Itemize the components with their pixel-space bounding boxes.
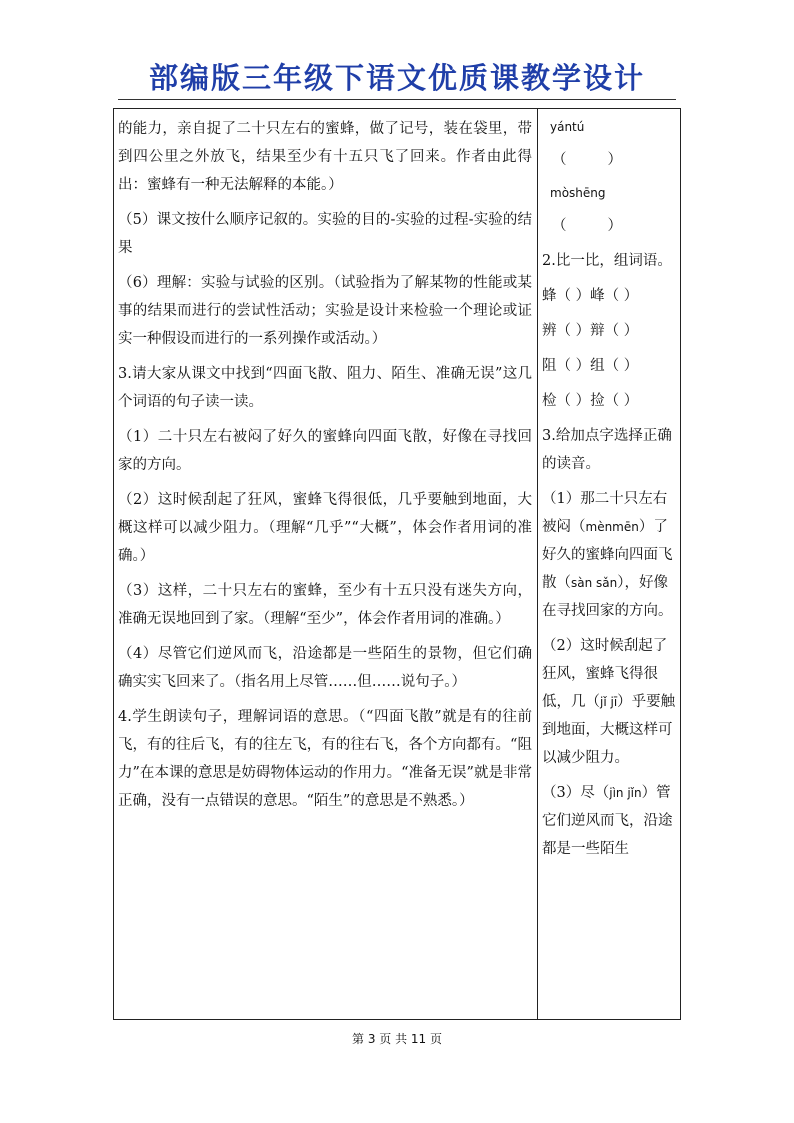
paragraph: （5）课文按什么顺序记叙的。实验的目的-实验的过程-实验的结果 <box>118 212 532 256</box>
pinyin-option: jǐ jī <box>600 695 618 709</box>
paragraph: （6）理解：实验与试验的区别。（试验指为了解某物的性能或某事的结果而进行的尝试性活动；实验是设计来检验一个理论或证实一种假设而进行的一系列操作或活动。） <box>118 275 532 347</box>
word-pair: 阻（ ）组（ ） <box>542 358 639 374</box>
paragraph: （2）这时候刮起了狂风，蜜蜂飞得很低，几乎要触到地面，大概这样可以减少阻力。（理解“几乎”“大概”，体会作者用词的准确。） <box>118 492 532 564</box>
lesson-table <box>113 108 681 1020</box>
pinyin-prompt: yántú <box>550 120 585 134</box>
teaching-process-column <box>118 115 532 822</box>
column-divider <box>537 109 538 1019</box>
page-title: 部编版三年级下语文优质课教学设计 <box>148 61 645 95</box>
answer-blank: （ ） <box>552 218 626 234</box>
exercise-question: 2.比一比，组词语。 <box>542 253 672 269</box>
exercise-column <box>542 115 678 870</box>
pinyin-option: mènmēn <box>585 520 639 534</box>
exercise-question: 3.给加点字选择正确的读音。 <box>542 428 672 472</box>
paragraph: 4.学生朗读句子，理解词语的意思。（“四面飞散”就是有的往前飞，有的往后飞，有的往左飞，有的往右飞，各个方向都有。“阻力”在本课的意思是妨碍物体运动的作用力。“准备无误”就是非常正确，没有一点错误的意思。“陌生”的意思是不熟悉。） <box>118 709 532 809</box>
pinyin-option: jìn jǐn <box>609 786 642 800</box>
exercise-sentence: （2）这时候刮起了狂风，蜜蜂飞得很低，几（jǐ jī）乎要触到地面，大概这样可以减少阻力。 <box>542 638 676 766</box>
word-pair: 辨（ ）辩（ ） <box>542 323 639 339</box>
header-divider <box>118 99 676 100</box>
answer-blank: （ ） <box>552 152 626 168</box>
pinyin-prompt: mòshēng <box>550 186 606 200</box>
paragraph: （1）二十只左右被闷了好久的蜜蜂向四面飞散，好像在寻找回家的方向。 <box>118 429 532 473</box>
page-number: 第 3 页 共 11 页 <box>352 1032 442 1046</box>
paragraph: 3.请大家从课文中找到“四面飞散、阻力、陌生、准确无误”这几个词语的句子读一读。 <box>118 366 532 410</box>
paragraph: （4）尽管它们逆风而飞，沿途都是一些陌生的景物，但它们确确实实飞回来了。（指名用上尽管……但……说句子。） <box>118 646 532 690</box>
pinyin-option: sàn sǎn <box>571 576 618 590</box>
word-pair: 蜂（ ）峰（ ） <box>542 288 639 304</box>
paragraph: （3）这样，二十只左右的蜜蜂，至少有十五只没有迷失方向，准确无误地回到了家。（理解“至少”，体会作者用词的准确。） <box>118 583 532 627</box>
exercise-sentence: （3）尽（jìn jǐn）管它们逆风而飞，沿途都是一些陌生 <box>542 785 673 857</box>
paragraph: 的能力，亲自捉了二十只左右的蜜蜂，做了记号，装在袋里，带到四公里之外放飞，结果至少有十五只飞了回来。作者由此得出：蜜蜂有一种无法解释的本能。） <box>118 121 532 193</box>
exercise-sentence: （1）那二十只左右被闷（mènmēn）了好久的蜜蜂向四面飞散（sàn sǎn），好像在寻找回家的方向。 <box>542 491 673 619</box>
word-pair: 检（ ）捡（ ） <box>542 393 639 409</box>
